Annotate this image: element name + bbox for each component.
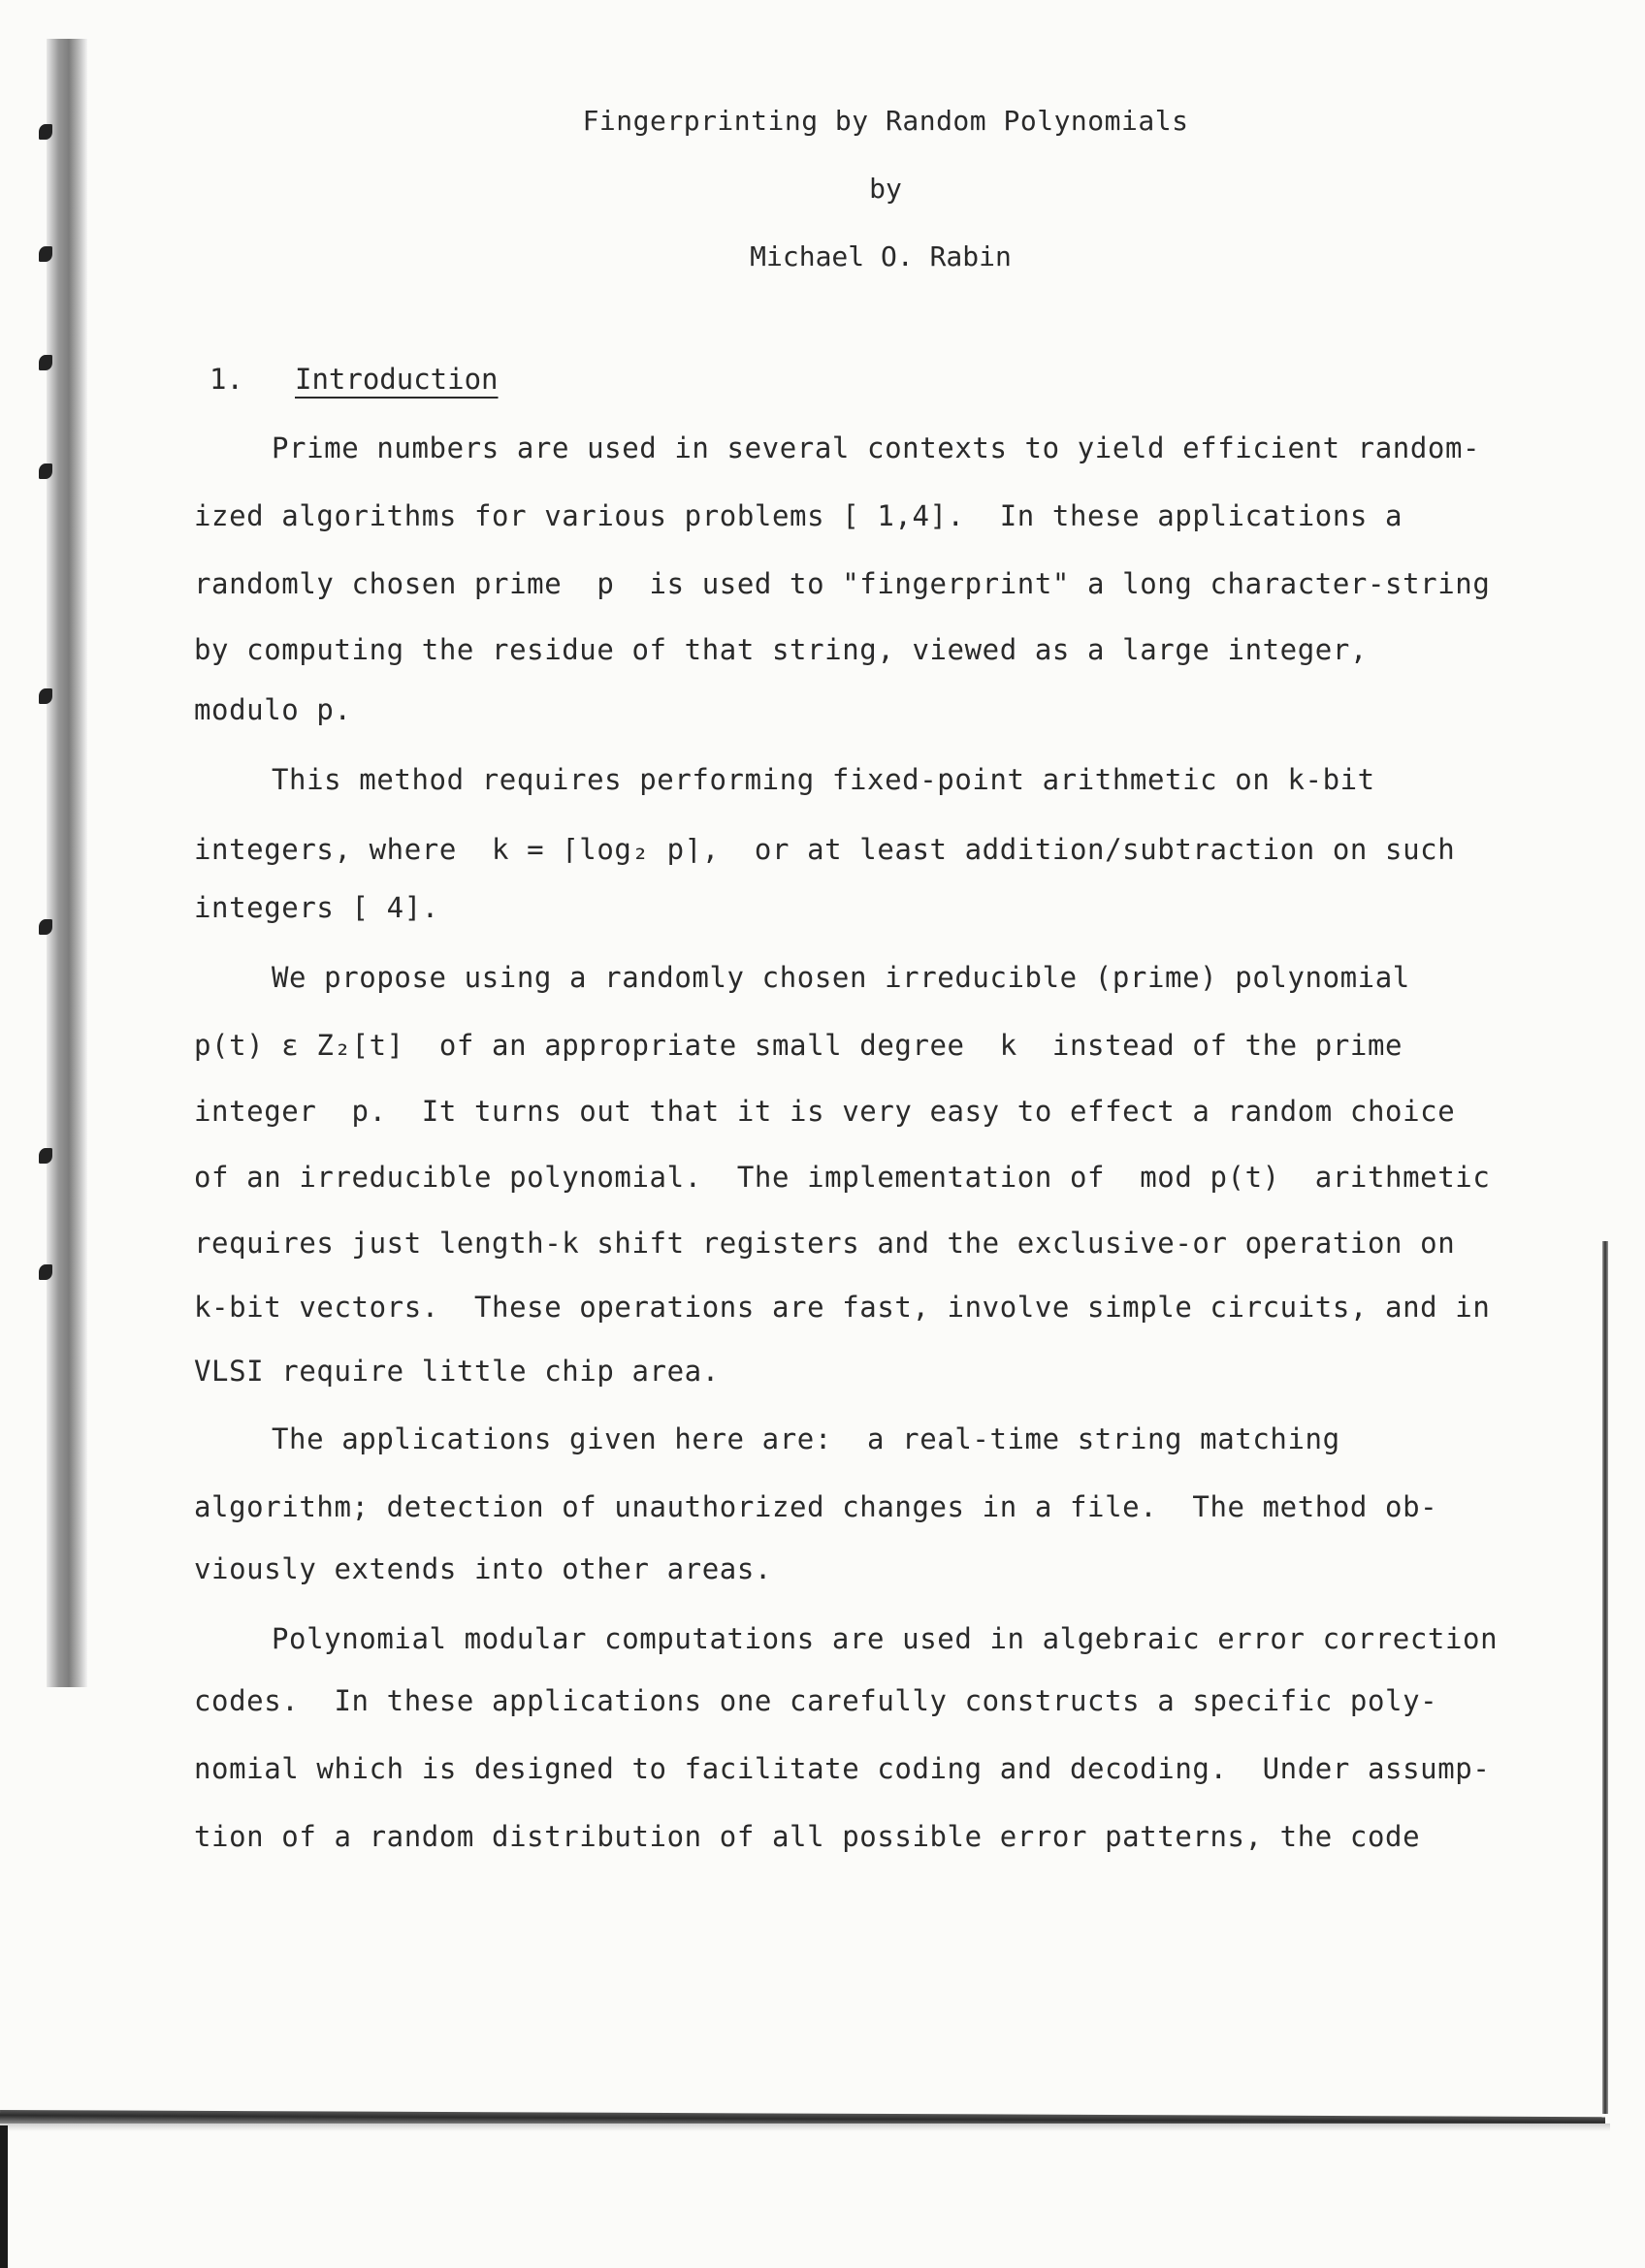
text-line: algorithm; detection of unauthorized changes in a file. The method ob- <box>194 1490 1438 1523</box>
binding-hole-mark <box>39 1148 52 1164</box>
binding-hole-mark <box>39 355 52 370</box>
text-line: The applications given here are: a real-time string matching <box>272 1422 1340 1455</box>
section-heading <box>210 363 499 396</box>
text-line: requires just length-k shift registers and the exclusive-or operation on <box>194 1227 1456 1260</box>
text-line: This method requires performing fixed-point arithmetic on k-bit <box>272 763 1375 796</box>
byline: by <box>869 173 902 205</box>
text-line: ized algorithms for various problems [ 1,4]. In these applications a <box>194 499 1403 532</box>
binding-hole-mark <box>39 688 52 704</box>
section-title: Introduction <box>295 363 499 396</box>
text-line: k-bit vectors. These operations are fast, involve simple circuits, and in <box>194 1291 1491 1324</box>
text-line: of an irreducible polynomial. The implementation of mod p(t) arithmetic <box>194 1161 1491 1194</box>
text-line: Prime numbers are used in several contexts to yield efficient random- <box>272 431 1481 464</box>
text-line: viously extends into other areas. <box>194 1552 772 1585</box>
binding-hole-mark <box>39 919 52 935</box>
binding-hole-mark <box>39 463 52 479</box>
paper-title: Fingerprinting by Random Polynomials <box>582 105 1189 137</box>
text-line: nomial which is designed to facilitate coding and decoding. Under assump- <box>194 1752 1491 1785</box>
text-line: modulo p. <box>194 693 352 726</box>
binding-hole-mark <box>39 1264 52 1280</box>
scan-bottom-shadow <box>0 2124 1610 2131</box>
text-line: Polynomial modular computations are used in algebraic error correction <box>272 1622 1499 1655</box>
text-line: codes. In these applications one carefully constructs a specific poly- <box>194 1684 1438 1717</box>
scan-right-edge <box>1602 1241 1608 2114</box>
text-line: integers [ 4]. <box>194 891 439 924</box>
text-line: tion of a random distribution of all possible error patterns, the code <box>194 1820 1421 1853</box>
text-line: integers, where k = ⌈log₂ p⌉, or at least addition/subtraction on such <box>194 833 1456 866</box>
text-line: integer p. It turns out that it is very easy to effect a random choice <box>194 1095 1456 1128</box>
text-line: randomly chosen prime p is used to "fingerprint" a long character-string <box>194 567 1491 600</box>
scan-corner-edge <box>0 2125 8 2268</box>
section-number: 1. <box>210 363 243 396</box>
text-line: VLSI require little chip area. <box>194 1355 720 1388</box>
author-name: Michael O. Rabin <box>750 240 1012 272</box>
scan-binding-shadow <box>47 39 87 1687</box>
text-line: by computing the residue of that string, viewed as a large integer, <box>194 633 1368 666</box>
text-line: We propose using a randomly chosen irreducible (prime) polynomial <box>272 961 1410 994</box>
text-line: p(t) ε Z₂[t] of an appropriate small degree k instead of the prime <box>194 1029 1403 1062</box>
